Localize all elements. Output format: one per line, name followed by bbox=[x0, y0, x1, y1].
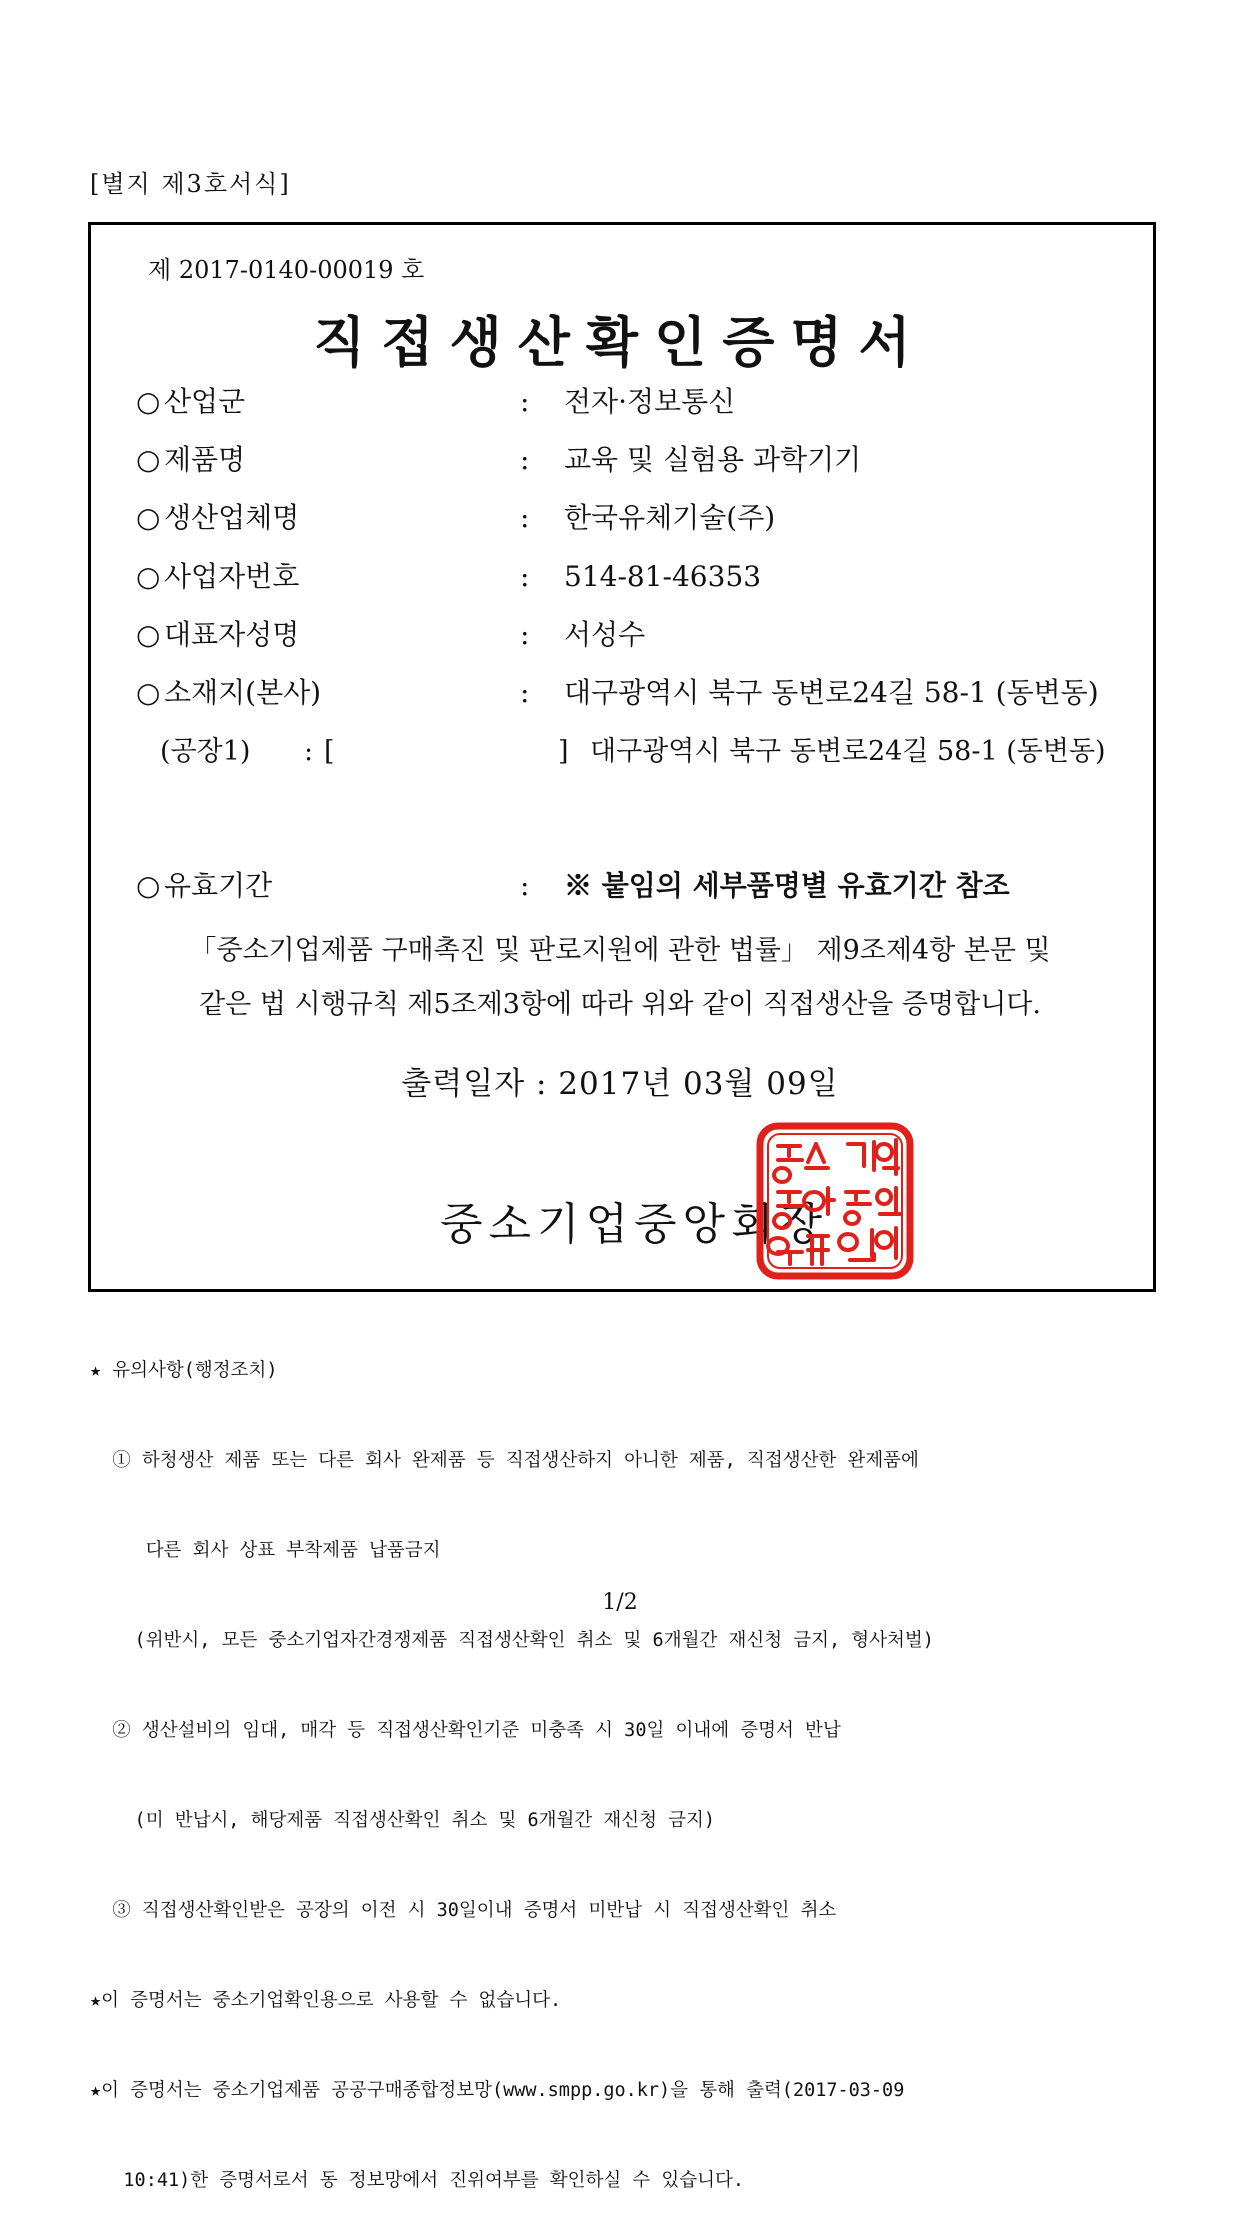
field-value: 대구광역시 북구 동변로24길 58-1 (동변동) bbox=[564, 676, 1099, 709]
field-value: ※ 붙임의 세부품명별 유효기간 참조 bbox=[564, 869, 1010, 902]
note-line: ★이 증명서는 중소기업확인용으로 사용할 수 없습니다. bbox=[90, 1990, 562, 2011]
note-line: ★이 증명서는 중소기업제품 공공구매종합정보망(www.smpp.go.kr)을 통해 출력(2017-03-09 bbox=[90, 2080, 905, 2101]
field-value: 514-81-46353 bbox=[564, 560, 762, 593]
field-value: 서성수 bbox=[564, 618, 646, 651]
bullet-icon: ○ bbox=[136, 560, 161, 593]
note-line: ★ 유의사항(행정조치) bbox=[90, 1360, 278, 1381]
bullet-icon: ○ bbox=[136, 676, 161, 709]
form-code: [별지 제3호서식] bbox=[90, 170, 291, 198]
official-seal bbox=[756, 1122, 914, 1280]
issuer-name: 중소기업중앙회장 bbox=[440, 1199, 829, 1250]
field-colon: : bbox=[520, 560, 530, 593]
factory-colon: : bbox=[304, 736, 314, 767]
field-colon: : bbox=[520, 676, 530, 709]
bullet-icon: ○ bbox=[136, 618, 161, 651]
field-label: 대표자성명 bbox=[164, 618, 300, 651]
field-label: 사업자번호 bbox=[164, 560, 300, 593]
note-line: (미 반납시, 해당제품 직접생산확인 취소 및 6개월간 재신청 금지) bbox=[90, 1810, 715, 1831]
notes-section bbox=[90, 1296, 934, 2226]
note-line: ② 생산설비의 임대, 매각 등 직접생산확인기준 미충족 시 30일 이내에 증명서 반납 bbox=[90, 1720, 841, 1741]
bullet-icon: ○ bbox=[136, 869, 161, 902]
factory-bracket-close: ] bbox=[558, 736, 569, 767]
field-value: 전자·정보통신 bbox=[564, 385, 736, 418]
law-text-line: 같은 법 시행규칙 제5조제3항에 따라 위와 같이 직접생산을 증명합니다. bbox=[199, 989, 1041, 1020]
field-colon: : bbox=[520, 618, 530, 651]
law-text-line: 「중소기업제품 구매촉진 및 판로지원에 관한 법률」 제9조제4항 본문 및 bbox=[189, 935, 1051, 966]
field-colon: : bbox=[520, 443, 530, 476]
certificate-number: 제 2017-0140-00019 호 bbox=[148, 256, 425, 284]
note-line: ① 하청생산 제품 또는 다른 회사 완제품 등 직접생산하지 아니한 제품, 직접생산한 완제품에 bbox=[90, 1450, 919, 1471]
certificate-title: 직접생산확인증명서 bbox=[313, 310, 927, 374]
field-label: 소재지(본사) bbox=[164, 676, 322, 709]
issue-date: 출력일자 : 2017년 03월 09일 bbox=[401, 1066, 839, 1102]
field-value: 한국유체기술(주) bbox=[564, 501, 776, 534]
field-value: 교육 및 실험용 과학기기 bbox=[564, 443, 862, 476]
bullet-icon: ○ bbox=[136, 385, 161, 418]
note-line: (위반시, 모든 중소기업자간경쟁제품 직접생산확인 취소 및 6개월간 재신청 금지, 형사처벌) bbox=[90, 1630, 934, 1651]
field-label: 산업군 bbox=[164, 385, 246, 418]
bullet-icon: ○ bbox=[136, 443, 161, 476]
field-label: 생산업체명 bbox=[164, 501, 300, 534]
note-line: 10:41)한 증명서로서 동 정보망에서 진위여부를 확인하실 수 있습니다. bbox=[90, 2170, 744, 2191]
factory-bracket-open: [ bbox=[324, 736, 335, 767]
page-number: 1/2 bbox=[602, 1590, 638, 1615]
field-label: 제품명 bbox=[164, 443, 246, 476]
field-label: 유효기간 bbox=[164, 869, 273, 902]
field-colon: : bbox=[520, 501, 530, 534]
factory-address: 대구광역시 북구 동변로24길 58-1 (동변동) bbox=[590, 736, 1106, 767]
factory-label: (공장1) bbox=[160, 736, 251, 767]
note-line: ③ 직접생산확인받은 공장의 이전 시 30일이내 증명서 미반납 시 직접생산확인 취소 bbox=[90, 1900, 837, 1921]
note-line: 다른 회사 상표 부착제품 납품금지 bbox=[90, 1540, 441, 1561]
field-colon: : bbox=[520, 869, 530, 902]
bullet-icon: ○ bbox=[136, 501, 161, 534]
field-colon: : bbox=[520, 385, 530, 418]
